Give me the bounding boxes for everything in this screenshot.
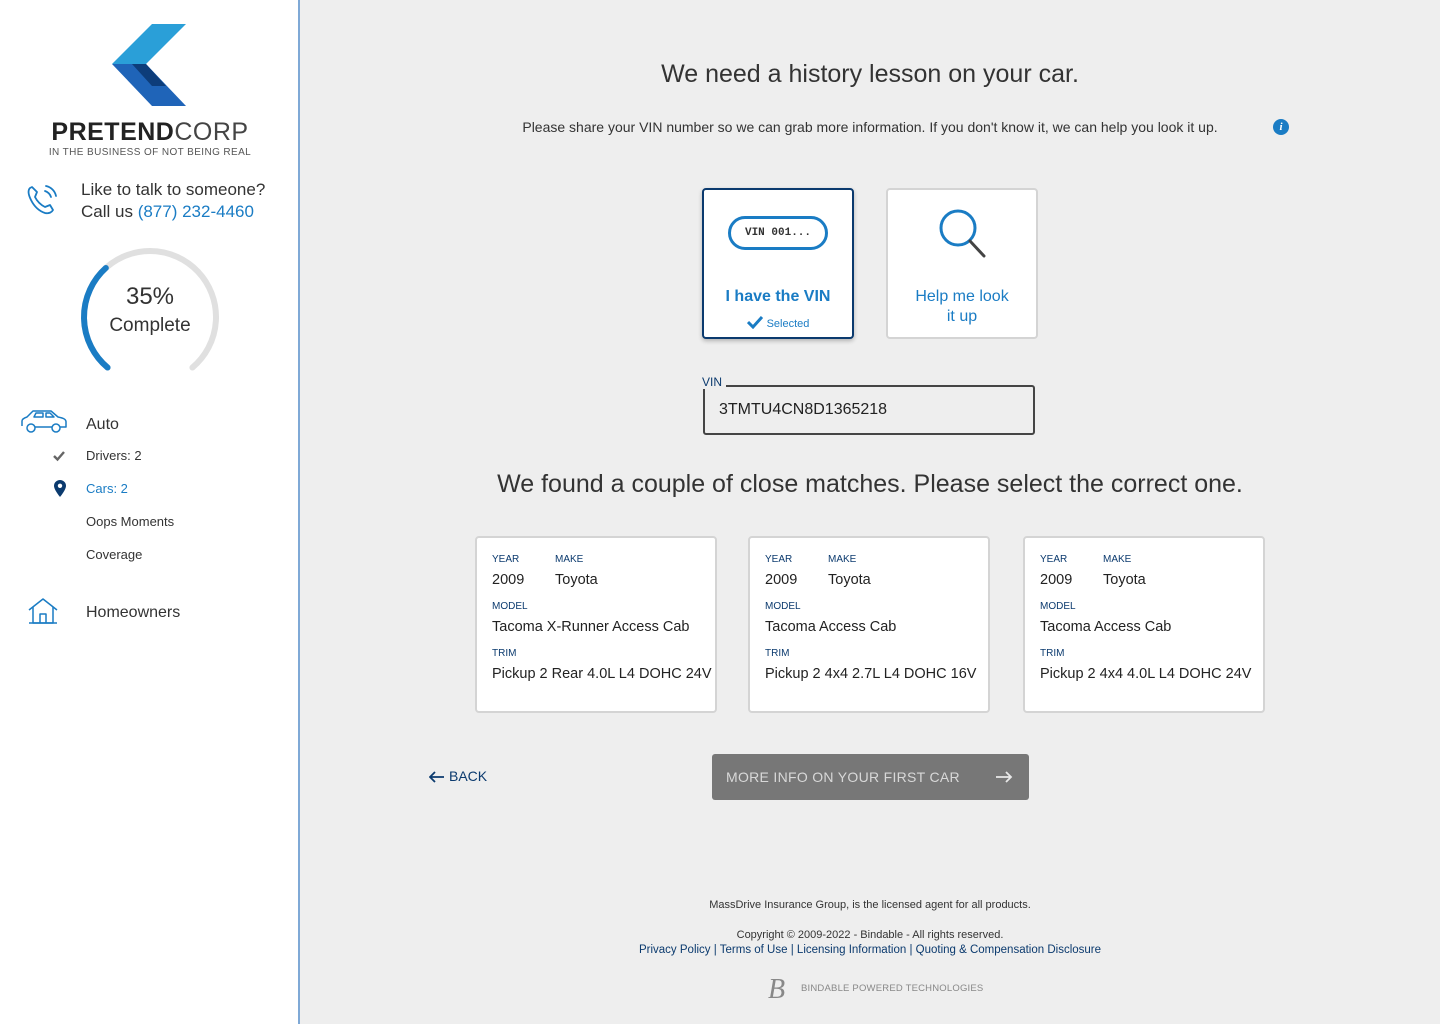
powered-by-text: BINDABLE POWERED TECHNOLOGIES — [801, 983, 984, 994]
match-card-3[interactable] — [1023, 536, 1265, 713]
match-card-2[interactable] — [748, 536, 990, 713]
footer-links: Privacy Policy | Terms of Use | Licensing Information | Quoting & Compensation Disclosure — [638, 944, 1102, 956]
model-value: Tacoma X-Runner Access Cab — [492, 619, 690, 635]
progress-label: Complete — [109, 315, 191, 336]
nav-cars[interactable]: Cars: 2 — [86, 481, 128, 496]
nav-drivers[interactable]: Drivers: 2 — [86, 448, 142, 463]
vin-pill-icon: VIN 001... — [728, 216, 828, 250]
check-icon — [52, 449, 66, 463]
back-button[interactable]: BACK — [429, 768, 487, 784]
matches-title: We found a couple of close matches. Please select the correct one. — [497, 470, 1243, 498]
bindable-logo-icon: B — [768, 974, 786, 1005]
contact-prompt: Like to talk to someone? — [81, 180, 266, 199]
page-subtitle: Please share your VIN number so we can grab more information. If you don't know it, we can help you look it up. — [522, 119, 1218, 135]
year-value: 2009 — [1040, 572, 1073, 588]
nav-homeowners[interactable]: Homeowners — [86, 604, 181, 621]
car-icon — [20, 408, 68, 436]
brand-name: PRETENDCORP — [51, 118, 249, 146]
year-label: YEAR — [765, 554, 793, 565]
phone-link[interactable]: (877) 232-4460 — [137, 202, 254, 221]
arrow-left-icon — [429, 771, 445, 783]
arrow-right-icon — [995, 770, 1013, 784]
model-label: MODEL — [765, 601, 801, 612]
model-label: MODEL — [492, 601, 528, 612]
make-value: Toyota — [1103, 572, 1146, 588]
nav-coverage[interactable]: Coverage — [86, 547, 143, 562]
quoting-disclosure-link[interactable]: Quoting & Compensation Disclosure — [915, 944, 1102, 956]
trim-value: Pickup 2 4x4 2.7L L4 DOHC 16V — [765, 666, 977, 682]
trim-label: TRIM — [765, 648, 790, 659]
page-title: We need a history lesson on your car. — [661, 60, 1079, 88]
more-info-button[interactable]: MORE INFO ON YOUR FIRST CAR — [712, 754, 1029, 800]
year-label: YEAR — [1040, 554, 1068, 565]
vin-field-label: VIN — [702, 375, 726, 389]
match-card-1[interactable] — [475, 536, 717, 713]
contact-call: Call us (877) 232-4460 — [81, 202, 254, 221]
have-vin-option[interactable] — [702, 188, 854, 339]
model-value: Tacoma Access Cab — [765, 619, 897, 635]
trim-label: TRIM — [492, 648, 517, 659]
footer-copyright: Copyright © 2009-2022 - Bindable - All rights reserved. — [736, 929, 1004, 941]
nav-oops-moments[interactable]: Oops Moments — [86, 514, 175, 529]
home-icon — [27, 597, 59, 625]
location-pin-icon — [54, 480, 66, 497]
trim-value: Pickup 2 Rear 4.0L L4 DOHC 24V — [492, 666, 712, 682]
make-value: Toyota — [828, 572, 871, 588]
make-label: MAKE — [555, 554, 584, 565]
progress-percent: 35% — [125, 283, 175, 310]
checkmark-icon — [747, 315, 763, 329]
info-icon[interactable]: i — [1273, 119, 1289, 135]
model-label: MODEL — [1040, 601, 1076, 612]
licensing-info-link[interactable]: Licensing Information — [796, 944, 907, 956]
year-value: 2009 — [492, 572, 525, 588]
make-label: MAKE — [828, 554, 857, 565]
make-label: MAKE — [1103, 554, 1132, 565]
selected-indicator: Selected — [704, 315, 852, 330]
footer-agent: MassDrive Insurance Group, is the licensed agent for all products. — [709, 899, 1031, 911]
pretendcorp-logo-icon — [112, 24, 188, 106]
vin-input[interactable] — [703, 385, 1035, 435]
year-value: 2009 — [765, 572, 798, 588]
terms-of-use-link[interactable]: Terms of Use — [719, 944, 788, 956]
phone-icon — [24, 182, 60, 218]
trim-value: Pickup 2 4x4 4.0L L4 DOHC 24V — [1040, 666, 1252, 682]
sidebar — [0, 0, 300, 1024]
brand-tagline: IN THE BUSINESS OF NOT BEING REAL — [48, 147, 252, 158]
help-lookup-option[interactable] — [886, 188, 1038, 339]
year-label: YEAR — [492, 554, 520, 565]
help-lookup-label-2: it up — [946, 308, 978, 325]
trim-label: TRIM — [1040, 648, 1065, 659]
privacy-policy-link[interactable]: Privacy Policy — [638, 944, 711, 956]
model-value: Tacoma Access Cab — [1040, 619, 1172, 635]
have-vin-label: I have the VIN — [725, 288, 831, 305]
nav-auto[interactable]: Auto — [86, 416, 119, 433]
make-value: Toyota — [555, 572, 598, 588]
help-lookup-label-1: Help me look — [915, 288, 1009, 305]
search-icon — [934, 206, 992, 264]
